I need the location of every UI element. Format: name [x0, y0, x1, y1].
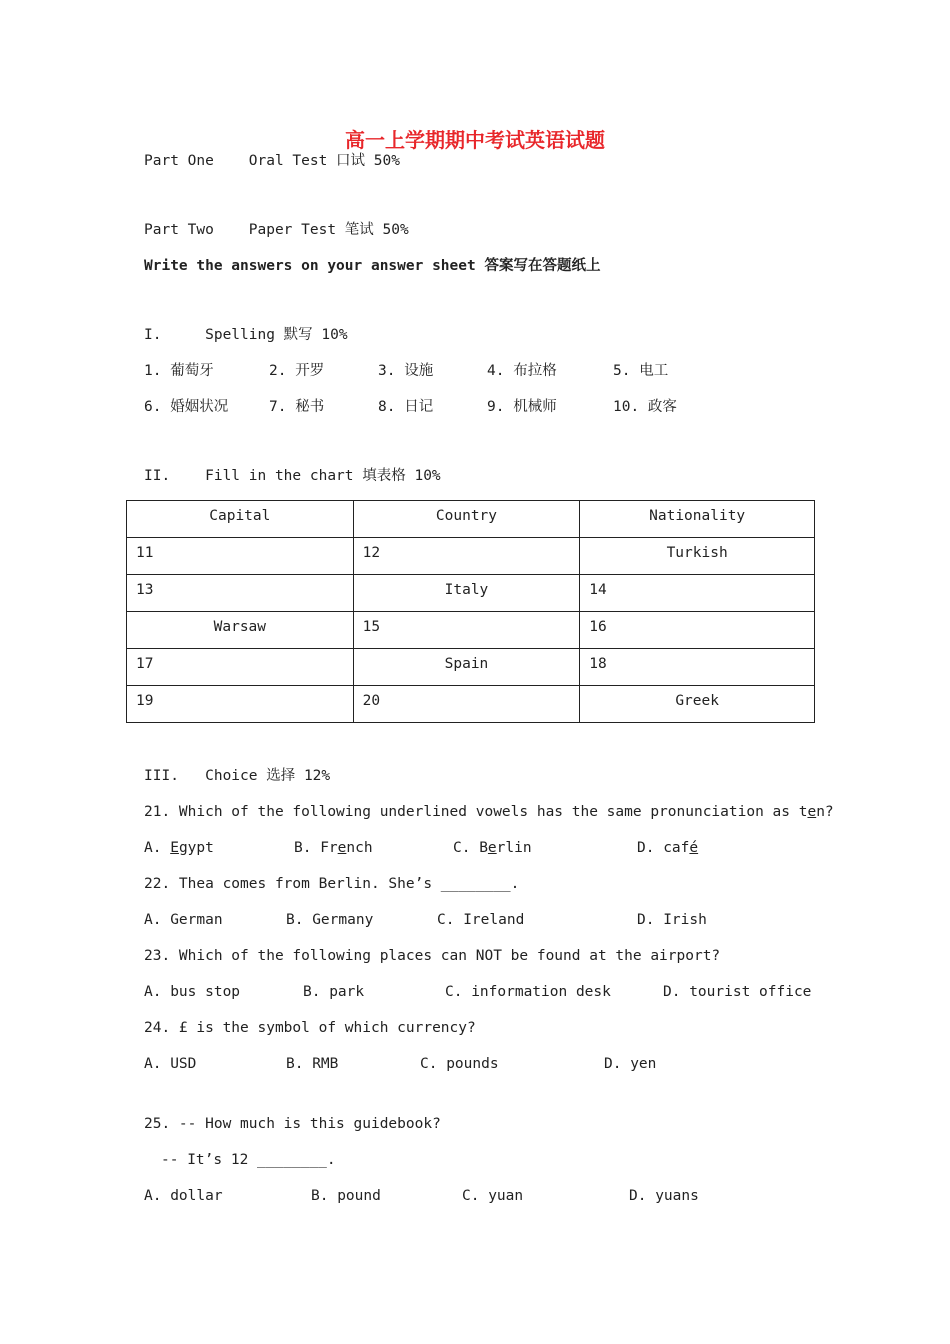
- table-row: [127, 575, 815, 612]
- table-row: [127, 612, 815, 649]
- spelling-item: 7. 秘书: [269, 399, 325, 415]
- option-b: B. pound: [311, 1188, 381, 1204]
- table-cell: 15: [353, 612, 580, 649]
- fill-in-chart: [126, 500, 815, 723]
- option-b: B. RMB: [286, 1056, 339, 1072]
- option-d: D. yuans: [629, 1188, 699, 1204]
- option-a: A. German: [144, 912, 223, 928]
- option-d: D. yen: [604, 1056, 657, 1072]
- option-d: D. tourist office: [663, 984, 812, 1000]
- spelling-item: 8. 日记: [378, 399, 434, 415]
- table-row: [127, 686, 815, 723]
- spelling-item: 2. 开罗: [269, 363, 325, 379]
- option-c: C. information desk: [445, 984, 611, 1000]
- table-cell: Spain: [353, 649, 580, 686]
- spelling-item: 4. 布拉格: [487, 363, 557, 379]
- table-cell: 11: [127, 538, 354, 575]
- spelling-item: 3. 设施: [378, 363, 434, 379]
- part-one-heading: Part One Oral Test 口试 50%: [144, 153, 400, 169]
- option-b: B. French: [294, 840, 373, 856]
- question-21-stem: 21. Which of the following underlined vowels has the same pronunciation as ten?: [144, 804, 834, 820]
- table-cell: Turkish: [580, 538, 815, 575]
- question-25-stem: 25. -- How much is this guidebook?: [144, 1116, 441, 1132]
- option-c: C. Ireland: [437, 912, 525, 928]
- table-row: [127, 649, 815, 686]
- spelling-heading: I. Spelling 默写 10%: [144, 327, 348, 343]
- column-header-nationality: Nationality: [580, 501, 815, 538]
- question-23-stem: 23. Which of the following places can NOT be found at the airport?: [144, 948, 721, 964]
- option-b: B. park: [303, 984, 365, 1000]
- table-cell: 19: [127, 686, 354, 723]
- page-title: 高一上学期期中考试英语试题: [345, 128, 605, 152]
- table-cell: 12: [353, 538, 580, 575]
- table-cell: Greek: [580, 686, 815, 723]
- table-cell: 16: [580, 612, 815, 649]
- question-24-stem: 24. £ is the symbol of which currency?: [144, 1020, 476, 1036]
- table-cell: Italy: [353, 575, 580, 612]
- option-c: C. Berlin: [453, 840, 532, 856]
- table-row: [127, 538, 815, 575]
- part-two-heading: Part Two Paper Test 笔试 50%: [144, 222, 409, 238]
- table-cell: 14: [580, 575, 815, 612]
- spelling-item: 1. 葡萄牙: [144, 363, 214, 379]
- instruction: Write the answers on your answer sheet 答案写在答题纸上: [144, 258, 601, 274]
- column-header-capital: Capital: [127, 501, 354, 538]
- spelling-item: 9. 机械师: [487, 399, 557, 415]
- chart-heading: II. Fill in the chart 填表格 10%: [144, 468, 441, 484]
- option-c: C. pounds: [420, 1056, 499, 1072]
- spelling-item: 10. 政客: [613, 399, 677, 415]
- question-25-reply: -- It’s 12 ________.: [161, 1152, 336, 1168]
- table-cell: 17: [127, 649, 354, 686]
- option-a: A. Egypt: [144, 840, 214, 856]
- table-cell: 18: [580, 649, 815, 686]
- table-cell: 20: [353, 686, 580, 723]
- spelling-item: 6. 婚姻状况: [144, 399, 229, 415]
- choice-heading: III. Choice 选择 12%: [144, 768, 331, 784]
- column-header-country: Country: [353, 501, 580, 538]
- option-c: C. yuan: [462, 1188, 524, 1204]
- question-22-stem: 22. Thea comes from Berlin. She’s ________.: [144, 876, 520, 892]
- option-d: D. Irish: [637, 912, 707, 928]
- spelling-item: 5. 电工: [613, 363, 669, 379]
- option-a: A. bus stop: [144, 984, 241, 1000]
- option-d: D. café: [637, 840, 699, 856]
- table-cell: 13: [127, 575, 354, 612]
- table-header-row: [127, 501, 815, 538]
- option-a: A. dollar: [144, 1188, 223, 1204]
- option-b: B. Germany: [286, 912, 374, 928]
- option-a: A. USD: [144, 1056, 197, 1072]
- table-cell: Warsaw: [127, 612, 354, 649]
